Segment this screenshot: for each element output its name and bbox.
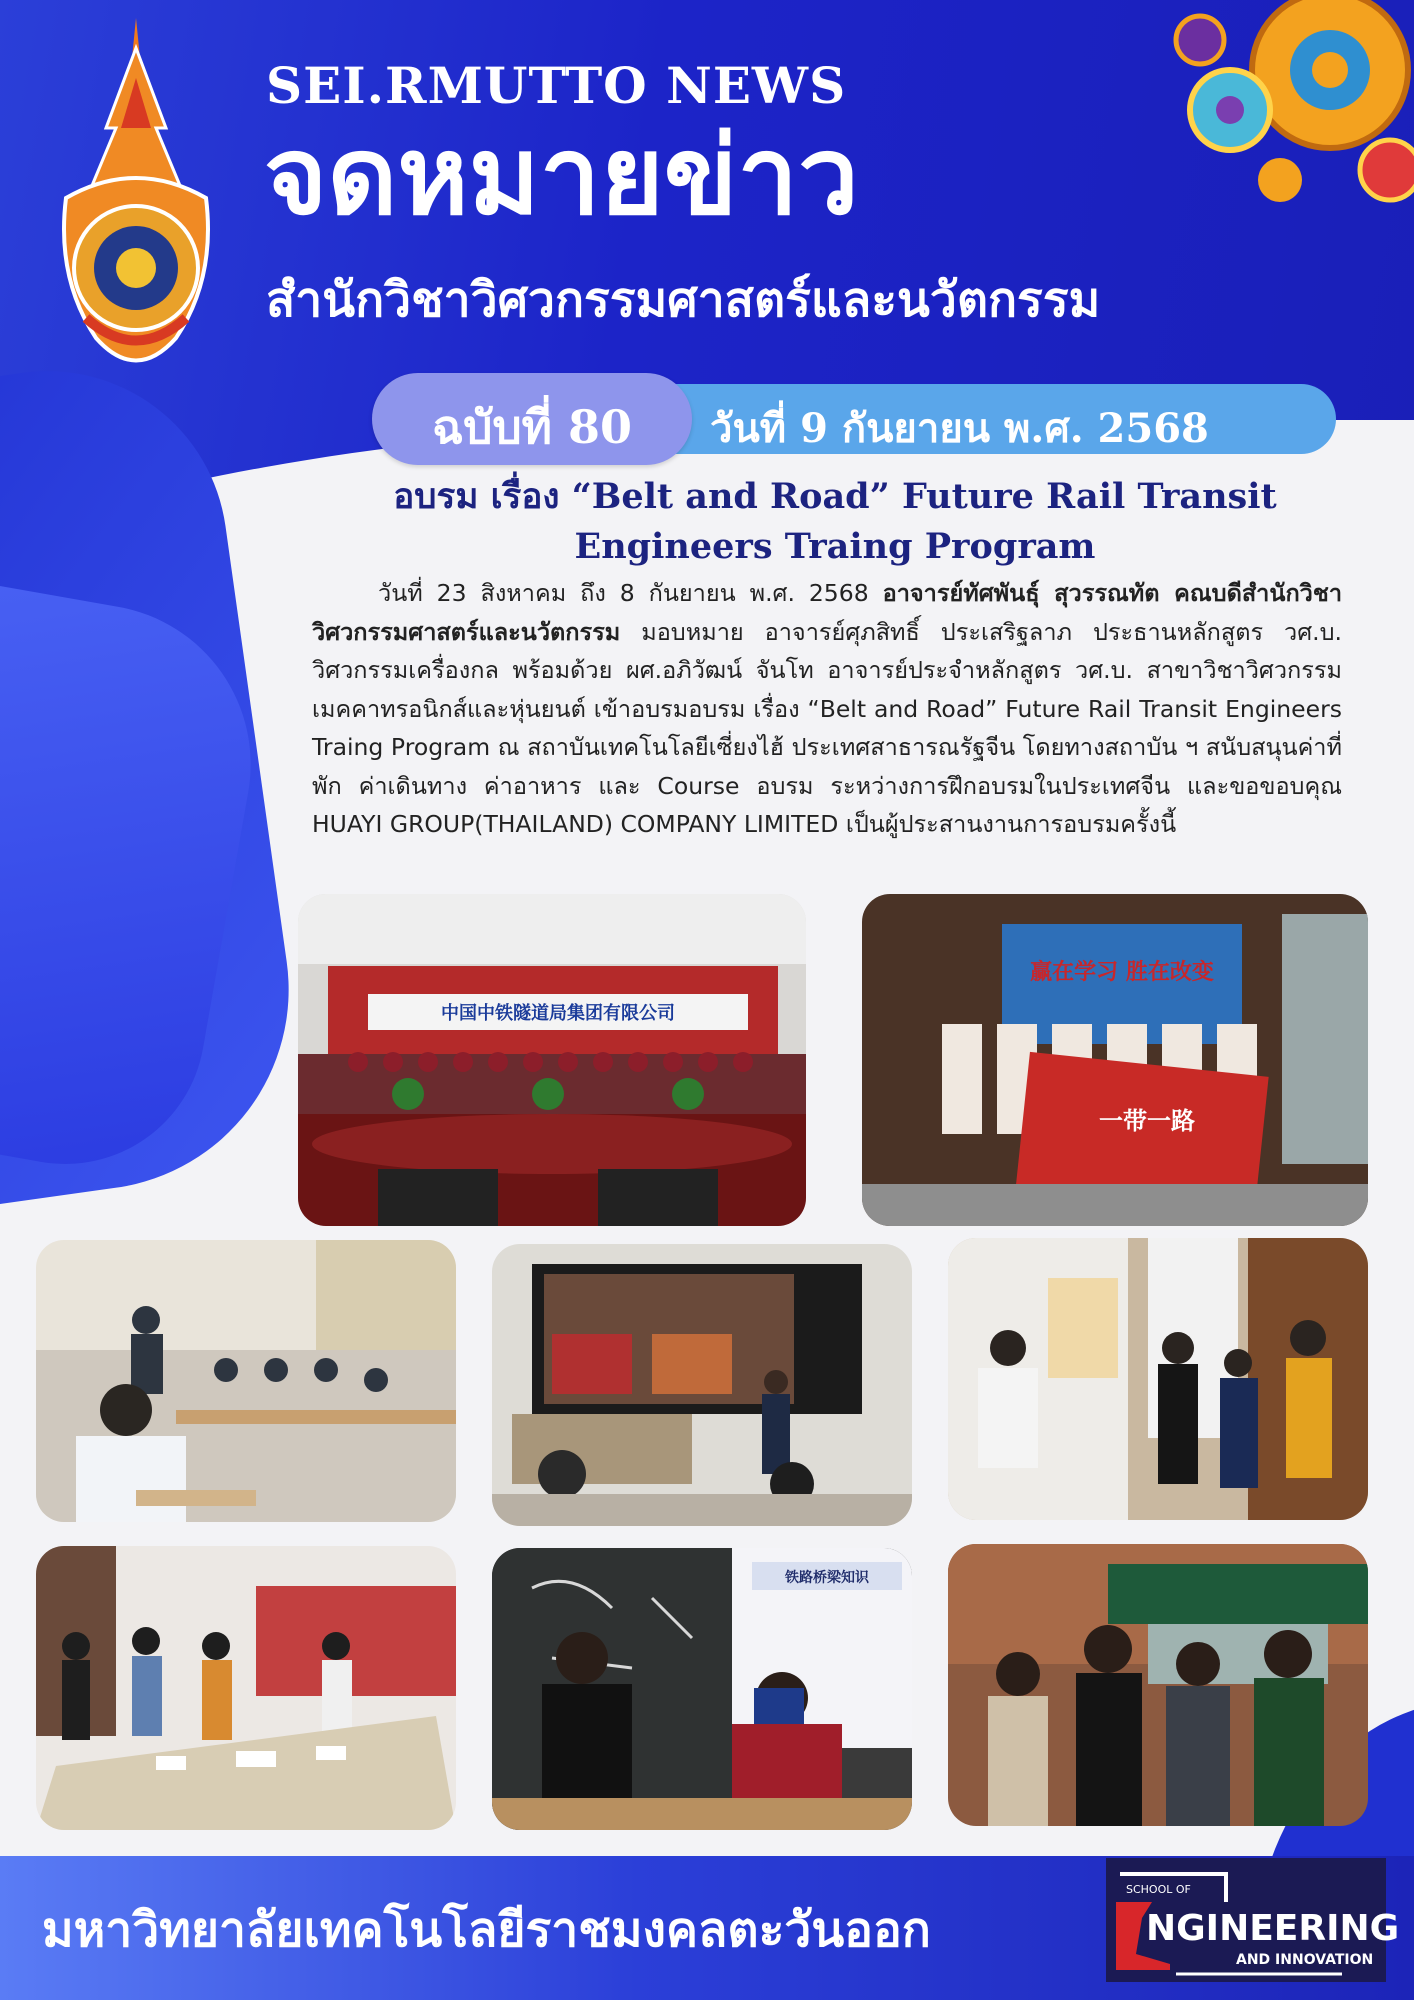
photo2-banner-text: 一带一路 — [1099, 1107, 1195, 1135]
article-body-lead: วันที่ 23 สิงหาคม ถึง 8 กันยายน พ.ศ. 2568 — [378, 579, 883, 607]
logo-school-of: SCHOOL OF — [1126, 1883, 1191, 1896]
photo-group-outdoor — [948, 1544, 1368, 1826]
photo-group-red-banner — [862, 894, 1368, 1226]
gears-decoration-icon — [1160, 0, 1414, 210]
photo-city-model — [36, 1546, 456, 1830]
photo-classroom — [36, 1240, 456, 1522]
department-name: สำนักวิชาวิศวกรรมศาสตร์และนวัตกรรม — [266, 272, 1101, 328]
photo1-banner-text: 中国中铁隧道局集团有限公司 — [441, 1003, 675, 1024]
university-emblem-logo — [36, 18, 236, 378]
university-name: มหาวิทยาลัยเทคโนโลยีราชมงคลตะวันออก — [42, 1902, 931, 1958]
headline-line-1: อบรม เรื่อง “Belt and Road” Future Rail Transit — [393, 476, 1277, 517]
headline-line-2: Engineers Traing Program — [574, 526, 1096, 567]
issue-number-pill — [372, 373, 692, 465]
logo-engineering: NGINEERING — [1146, 1908, 1400, 1949]
article-headline — [330, 472, 1340, 572]
article-body-rest: มอบหมาย อาจารย์ศุภสิทธิ์ ประเสริฐลาภ ประธานหลักสูตร วศ.บ. วิศวกรรมเครื่องกล พร้อมด้วย ผศ.อภิวัฒน์ จันโท อาจารย์ประจำหลักสูตร วศ.บ. สาขาวิชาวิศวกรรมเมคคาทรอนิกส์และหุ่นยนต์ เข้าอบรมอบรม เรื่อง “Belt and Road” Future Rail Transit Engineers Traing Program ณ สถาบันเทคโนโลยีเซี่ยงไฮ้ ประเทศสาธารณรัฐจีน โดยทางสถาบัน ฯ สนับสนุนค่าที่พัก ค่าเดินทาง ค่าอาหาร และ Course อบรม ระหว่างการฝึกอบรมในประเทศจีน และขอขอบคุณ HUAYI GROUP(THAILAND) COMPANY LIMITED เป็นผู้ประสานงานการอบรมครั้งนี้ — [312, 617, 1342, 838]
photo-exhibition-guide — [948, 1238, 1368, 1520]
photo-bridge-lecture — [492, 1548, 912, 1830]
photo-lecture-screen — [492, 1244, 912, 1526]
photo-conference-group — [298, 894, 806, 1226]
article-body — [312, 574, 1342, 844]
issue-date-text: วันที่ 9 กันยายน พ.ศ. 2568 — [710, 405, 1209, 452]
newsletter-title-english: SEI.RMUTTO NEWS — [266, 56, 847, 115]
photo7-slide-title: 铁路桥梁知识 — [785, 1570, 869, 1586]
logo-and-innovation: AND INNOVATION — [1236, 1952, 1374, 1968]
issue-number-text: ฉบับที่ 80 — [431, 400, 633, 454]
article-body-bold: อาจารย์ทัศพันธุ์ สุวรรณทัต คณบดีสำนักวิชาวิศวกรรมศาสตร์และนวัตกรรม — [312, 579, 1343, 646]
school-of-engineering-logo — [1106, 1858, 1400, 1982]
photo2-board-text: 赢在学习 胜在改变 — [1030, 960, 1214, 985]
newsletter-title-thai: จดหมายข่าว — [264, 114, 859, 239]
